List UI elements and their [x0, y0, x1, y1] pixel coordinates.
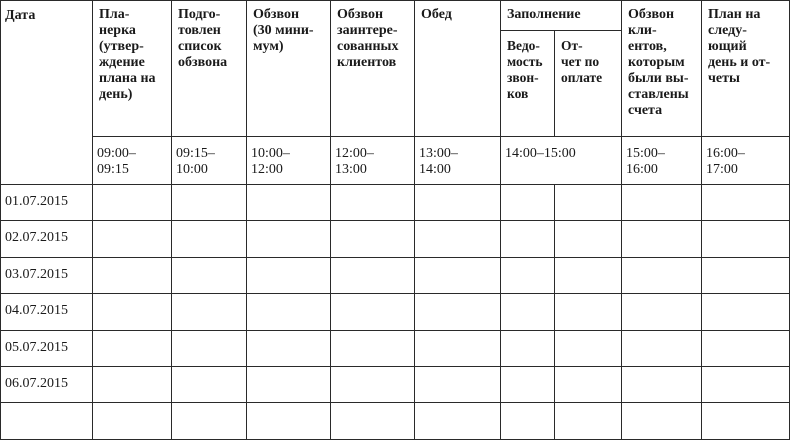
empty-cell[interactable]: [415, 367, 501, 403]
empty-cell[interactable]: [555, 185, 622, 221]
empty-cell[interactable]: [702, 367, 790, 403]
header-calls: Обзвон (30 мини- мум): [247, 1, 331, 137]
empty-cell[interactable]: [702, 185, 790, 221]
empty-cell[interactable]: [622, 403, 702, 440]
empty-cell[interactable]: [93, 367, 172, 403]
empty-cell[interactable]: [93, 403, 172, 440]
empty-cell[interactable]: [172, 403, 247, 440]
empty-cell[interactable]: [415, 331, 501, 367]
header-date: Дата: [1, 1, 93, 185]
empty-cell[interactable]: [702, 258, 790, 294]
time-calls: 10:00– 12:00: [247, 137, 331, 185]
date-cell: 01.07.2015: [1, 185, 93, 221]
empty-cell[interactable]: [501, 185, 555, 221]
empty-cell[interactable]: [622, 294, 702, 331]
empty-cell[interactable]: [172, 331, 247, 367]
empty-cell[interactable]: [501, 331, 555, 367]
empty-cell[interactable]: [622, 258, 702, 294]
header-filling: Заполнение: [501, 1, 622, 31]
empty-cell[interactable]: [93, 258, 172, 294]
time-calls-invoiced: 15:00– 16:00: [622, 137, 702, 185]
empty-cell[interactable]: [415, 403, 501, 440]
empty-cell[interactable]: [702, 403, 790, 440]
header-next-day-plan: План на следу- ющий день и от- четы: [702, 1, 790, 137]
time-next-day-plan: 16:00– 17:00: [702, 137, 790, 185]
empty-cell[interactable]: [501, 258, 555, 294]
header-lunch: Обед: [415, 1, 501, 137]
empty-cell[interactable]: [555, 258, 622, 294]
date-cell: 02.07.2015: [1, 221, 93, 258]
date-cell: 03.07.2015: [1, 258, 93, 294]
empty-cell[interactable]: [415, 185, 501, 221]
empty-cell[interactable]: [622, 221, 702, 258]
empty-cell[interactable]: [172, 258, 247, 294]
empty-cell[interactable]: [555, 331, 622, 367]
header-call-list: Подго- товлен список обзвона: [172, 1, 247, 137]
table-row: [1, 367, 790, 403]
header-row: [1, 1, 790, 31]
time-calls-interested: 12:00– 13:00: [331, 137, 415, 185]
empty-cell[interactable]: [247, 185, 331, 221]
header-payment-report: От- чет по оплате: [555, 31, 622, 137]
time-filling: 14:00–15:00: [501, 137, 622, 185]
empty-cell[interactable]: [501, 221, 555, 258]
header-calls-invoiced: Обзвон кли- ентов, которым были вы- ставлены счета: [622, 1, 702, 137]
header-calls-interested: Обзвон заинтере- сованных клиентов: [331, 1, 415, 137]
empty-cell[interactable]: [702, 294, 790, 331]
empty-cell[interactable]: [622, 367, 702, 403]
empty-cell[interactable]: [555, 403, 622, 440]
empty-cell[interactable]: [331, 221, 415, 258]
empty-cell[interactable]: [331, 367, 415, 403]
empty-cell[interactable]: [172, 221, 247, 258]
time-lunch: 13:00– 14:00: [415, 137, 501, 185]
empty-cell[interactable]: [172, 185, 247, 221]
empty-cell[interactable]: [172, 294, 247, 331]
empty-cell[interactable]: [501, 294, 555, 331]
empty-cell[interactable]: [331, 403, 415, 440]
empty-cell[interactable]: [501, 403, 555, 440]
empty-cell[interactable]: [93, 294, 172, 331]
table-row: [1, 294, 790, 331]
time-planning: 09:00– 09:15: [93, 137, 172, 185]
empty-cell[interactable]: [415, 294, 501, 331]
empty-cell[interactable]: [247, 221, 331, 258]
empty-cell[interactable]: [501, 367, 555, 403]
empty-cell[interactable]: [702, 221, 790, 258]
date-cell: 05.07.2015: [1, 331, 93, 367]
empty-cell[interactable]: [331, 258, 415, 294]
time-row: [1, 137, 790, 185]
empty-cell[interactable]: [331, 294, 415, 331]
table-row: [1, 221, 790, 258]
time-call-list: 09:15– 10:00: [172, 137, 247, 185]
empty-cell[interactable]: [415, 221, 501, 258]
empty-cell[interactable]: [247, 331, 331, 367]
empty-cell[interactable]: [247, 258, 331, 294]
empty-cell[interactable]: [555, 221, 622, 258]
date-cell: [1, 403, 93, 440]
header-calls-log: Ведо- мость звон- ков: [501, 31, 555, 137]
date-cell: 06.07.2015: [1, 367, 93, 403]
empty-cell[interactable]: [622, 331, 702, 367]
empty-cell[interactable]: [247, 367, 331, 403]
empty-cell[interactable]: [93, 221, 172, 258]
table-row: [1, 331, 790, 367]
empty-cell[interactable]: [415, 258, 501, 294]
table-row: [1, 258, 790, 294]
empty-cell[interactable]: [331, 185, 415, 221]
empty-cell[interactable]: [247, 294, 331, 331]
empty-cell[interactable]: [172, 367, 247, 403]
empty-cell[interactable]: [93, 185, 172, 221]
table-row: [1, 403, 790, 440]
empty-cell[interactable]: [555, 367, 622, 403]
empty-cell[interactable]: [331, 331, 415, 367]
table-row: [1, 185, 790, 221]
header-planning: Пла- нерка (утвер- ждение плана на день): [93, 1, 172, 137]
empty-cell[interactable]: [93, 331, 172, 367]
empty-cell[interactable]: [247, 403, 331, 440]
empty-cell[interactable]: [555, 294, 622, 331]
date-cell: 04.07.2015: [1, 294, 93, 331]
empty-cell[interactable]: [702, 331, 790, 367]
empty-cell[interactable]: [622, 185, 702, 221]
